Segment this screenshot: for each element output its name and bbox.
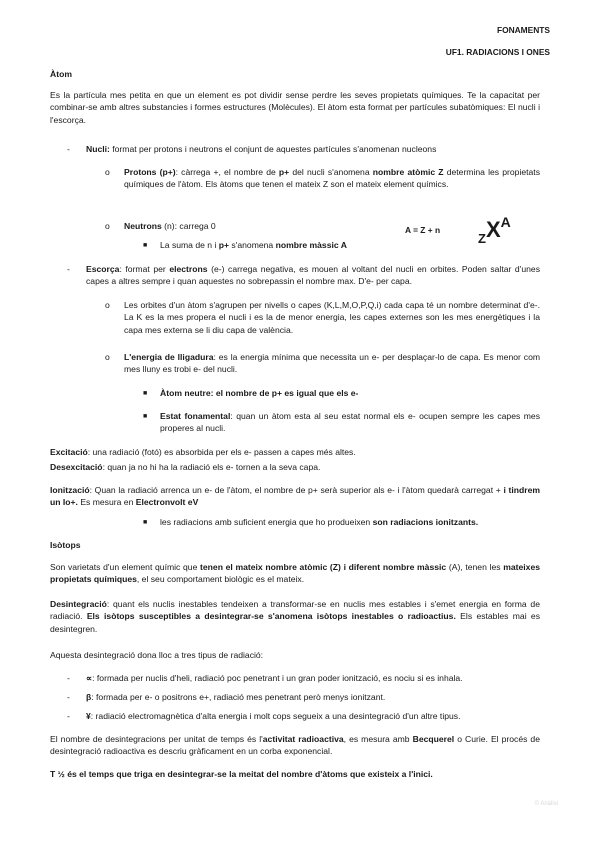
activitat-paragraph: El nombre de desintegracions per unitat de temps és l'activitat radioactiva, es mesura amb Becquerel o Curie. El procés de desintegració radioactiva es descriu gràficament en un corba exponencial. [50, 734, 540, 757]
dash-bullet: - [67, 264, 70, 274]
square-bullet: ■ [143, 390, 148, 397]
footer-watermark: © Anàlisi [534, 801, 558, 807]
tipus-intro: Aquesta desintegració dona lloc a tres tipus de radiació: [50, 650, 264, 660]
atom-neutre: Àtom neutre: el nombre de p+ es igual que els e- [160, 388, 359, 398]
header-subject: FONAMENTS [496, 25, 550, 35]
beta-item: β: formada per e- o positrons e+, radiació mes penetrant però menys ionitzant. [86, 692, 386, 702]
gamma-item: ¥: radiació electromagnètica d'alta energia i molt cops segueix a una desintegració d'un altre tipus. [86, 711, 461, 721]
protons-paragraph: Protons (p+): càrrega +, el nombre de p+ del nucli s'anomena nombre atòmic Z determina les propietats químiques de l'àtom. Els àtoms que tenen el mateix Z son el mateix element químics. [124, 167, 540, 190]
dash-bullet: - [67, 692, 70, 702]
isotops-paragraph: Son varietats d'un element químic que tenen el mateix nombre atòmic (Z) i diferent nombre màssic (A), tenen les mateixes propietats químiques, el seu comportament biològic es el mateix. [50, 562, 541, 585]
mass-formula: A = Z + n [405, 225, 441, 235]
square-bullet: ■ [143, 519, 148, 526]
dash-bullet: - [67, 711, 70, 721]
atom-intro: Es la partícula mes petita en que un element es pot dividir sense perdre les seves propietats químiques. Te la capacitat per combinar-se amb altres substancies i formes estructures (Molècules). El àtom esta format per partícules subatòmiques: El nucli i l'escorça. [50, 90, 540, 125]
square-bullet: ■ [143, 242, 148, 249]
desintegracio-paragraph: Desintegració: quant els nuclis inestables tendeixen a transformar-se en nuclis mes estables i s'emet energia en forma de radiació. Els isòtops susceptibles a desintegrar-se s'anomena isòtops inestables o radioactius. Els estables mai es desintegren. [50, 599, 541, 634]
ionitzacio-paragraph: Ionització: Quan la radiació arrenca un e- de l'àtom, el nombre de p+ serà superior als e- i l'àtom quedarà carregat + i tindrem un Io+. Es mesura en Electronvolt eV [50, 485, 540, 508]
neutrons-paragraph: Neutrons (n): carrega 0 [124, 221, 216, 231]
circle-bullet: o [105, 300, 110, 310]
nuclide-symbol: ZXA [478, 214, 511, 246]
ionitzants-bullet: les radiacions amb suficient energia que ho produeixen son radiacions ionitzants. [160, 517, 479, 527]
circle-bullet: o [105, 221, 110, 231]
estat-fonamental: Estat fonamental: quan un àtom esta al seu estat normal els e- ocupen sempre les capes mes properes al nucli. [160, 411, 540, 434]
energia-paragraph: L'energia de lligadura: es la energia mínima que necessita un e- per desplaçar-lo de capa. Es menor com mes lluny es trobi e- del nucli. [124, 352, 541, 375]
circle-bullet: o [105, 352, 110, 362]
alpha-item: ∝: formada per nuclis d'heli, radiació poc penetrant i un gran poder ionització, es nociu si es inhala. [86, 673, 463, 683]
circle-bullet: o [105, 167, 110, 177]
square-bullet: ■ [143, 413, 148, 420]
section-title-isotops: Isòtops [50, 540, 81, 550]
suma-paragraph: La suma de n i p+ s'anomena nombre màssic A [160, 240, 347, 250]
section-title-atom: Àtom [50, 69, 72, 79]
orbites-paragraph: Les orbites d'un àtom s'agrupen per nivells o capes (K,L,M,O,P,Q,i) cada capa té un nombre determinat d'e-. La K es la mes propera el nucli i es la de menor energia, les capes externes son les mes energètiques i la capa mes externa se li diu capa de valència. [124, 300, 540, 335]
dash-bullet: - [67, 144, 70, 154]
dash-bullet: - [67, 673, 70, 683]
escorca-paragraph: Escorça: format per electrons (e-) carrega negativa, es mouen al voltant del nucli en orbites. Poden saltar d'unes capes a altres sempre i quan aquestes no sobrepassin el nombre max. D'e- per capa. [86, 264, 540, 287]
excitacio-line: Excitació: una radiació (fotó) es absorbida per els e- passen a capes més altes. [50, 447, 356, 457]
desexcitacio-line: Desexcitació: quan ja no hi ha la radiació els e- tornen a la seva capa. [50, 462, 321, 472]
half-life-line: T ½ és el temps que triga en desintegrar-se la meitat del nombre d'àtoms que existeix a l'inici. [50, 769, 433, 779]
nucli-paragraph: Nucli: format per protons i neutrons el conjunt de aquestes partícules s'anomenan nucleons [86, 144, 437, 154]
header-unit: UF1. RADIACIONS I ONES [445, 47, 550, 57]
